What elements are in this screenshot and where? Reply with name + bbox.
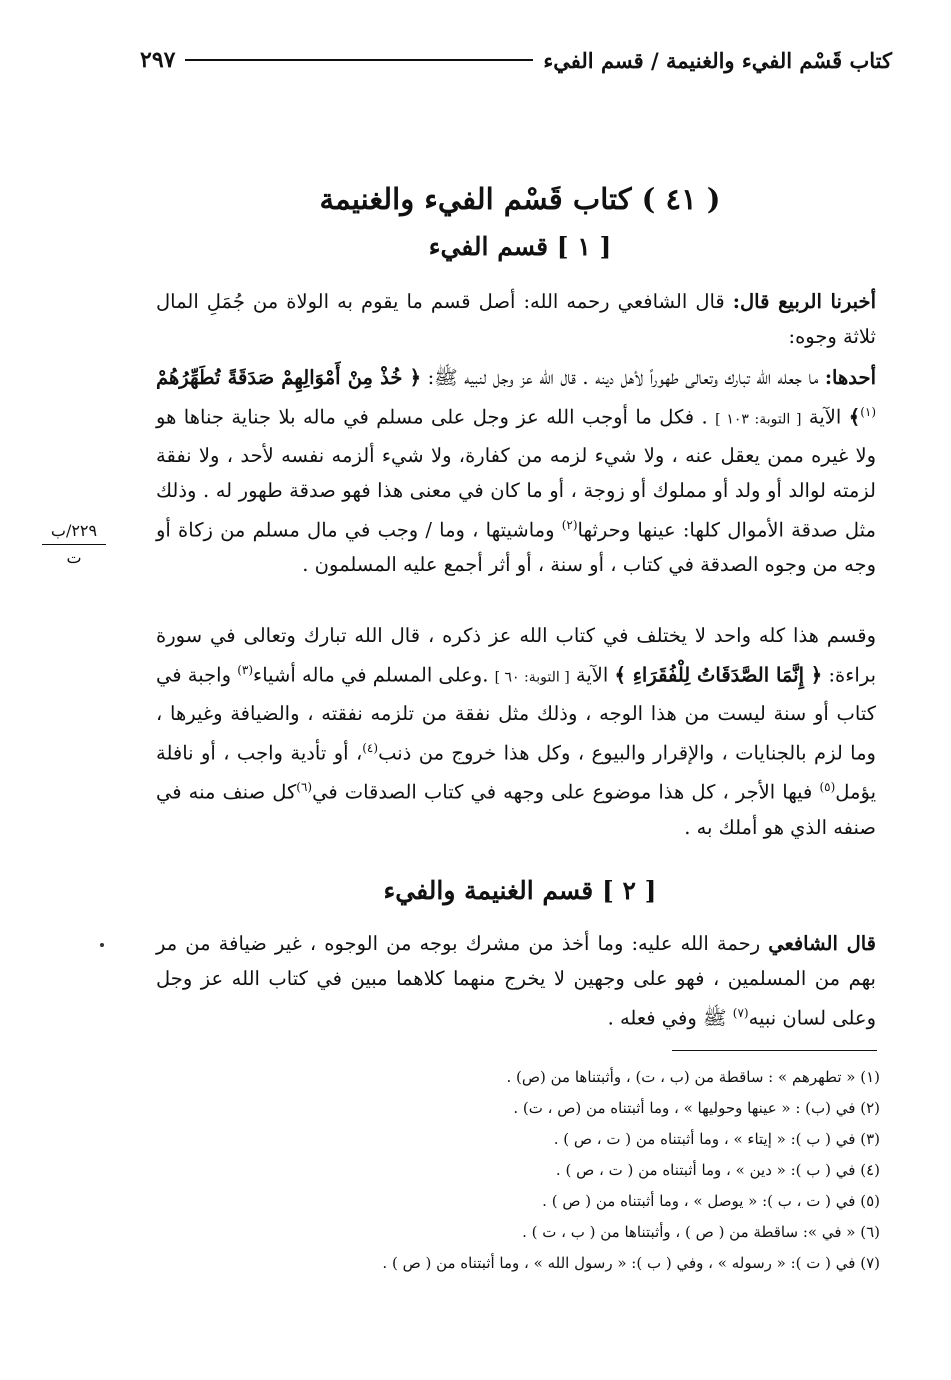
paragraph-text: قال الشافعي رحمه الله: أصل قسم ما يقوم به الولاة من جُمَلِ المال ثلاثة وجوه: (156, 290, 876, 348)
book-title: ( ٤١ ) كتاب قَسْم الفيء والغنيمة (319, 182, 721, 216)
footnote: (٥) في ( ت ، ب ): « يوصل » ، وما أثبتناه من ( ص ) . (542, 1192, 880, 1210)
footnote: (٧) في ( ت ): « رسوله » ، وفي ( ب ): « رسول الله » ، وما أثبتناه من ( ص ) . (382, 1254, 880, 1272)
paragraph-lead: قال الشافعي (768, 932, 876, 955)
quran-quote-end: ﴾ (848, 405, 861, 429)
page-number: ٢٩٧ (140, 47, 176, 73)
running-title: كتاب قَسْم الفيء والغنيمة / قسم الفيء (543, 47, 892, 73)
verse-reference: [ التوبة: ٦٠ ] (494, 669, 570, 686)
quran-quote: ﴿ إِنَّمَا الصَّدَقَاتُ لِلْفُقَرَاءِ ﴾ (614, 663, 823, 687)
paragraph-text: . فكل ما أوجب الله عز وجل على مسلم في ماله بلا جناية جناها هو ولا غيره ممن يعقل عنه ، ولا شيء لزمه من كفارة، ولا شيء ألزمه نفسه لأحد ، ولا نفقة لزمته لوالد أو ولد أو مملوك أو زوجة ، أو ما كان في معنى هذا فهو صدقة طهور له . وذلك مثل صدقة الأموال كلها: عينها وحرثها (156, 405, 876, 541)
footnote-marker: (٣) (237, 663, 254, 677)
paragraph-text: رحمة الله عليه: وما أخذ من مشرك بوجه من الوجوه ، غير ضيافة من مر بهم من المسلمين ، فهو على وجهين لا يخرج منهما كلاهما مبين في كتاب الله عز وجل وعلى لسان نبيه (156, 932, 876, 1030)
paragraph-text: فيها الأجر ، كل هذا موضوع على وجهه في كتاب الصدقات في (312, 780, 820, 804)
margin-note-folio: ٢٢٩/ب (50, 521, 98, 540)
quran-quote: ﴿ خُذْ مِنْ أَمْوَالِهِمْ صَدَقَةً تُطَهِّرُهُمْ (156, 366, 422, 389)
footnote: (١) « تطهرهم » : ساقطة من (ب ، ت) ، وأثبتناها من (ص) . (506, 1068, 880, 1086)
footnote: (٣) في ( ب ): « إيتاء » ، وما أثبتناه من ( ت ، ص ) . (553, 1130, 880, 1148)
section-heading-1: [ ١ ] قسم الفيء (428, 232, 612, 261)
paragraph-text: ﷺ وفي فعله . (607, 1006, 733, 1030)
paragraph-text: وقسم هذا كله واحد لا يختلف في كتاب الله عز ذكره ، قال الله تبارك وتعالى في سورة براءة: (156, 624, 876, 687)
manuscript-margin-note (38, 520, 110, 569)
footnote-separator (672, 1050, 877, 1051)
paragraph-text: ما جعله الله تبارك وتعالى طهوراً لأهل دينه . قال الله عز وجل لنبيه ﷺ: (421, 366, 825, 389)
paragraph-text: .وعلى المسلم في ماله أشياء (253, 663, 495, 687)
paragraph-text: وماشيتها ، وما / وجب في مال مسلم من زكاة أو وجه من وجوه الصدقة في كتاب ، أو سنة ، أو أثر أجمع عليه المسلمون . (156, 518, 876, 576)
footnote-marker: (٦) (296, 780, 313, 794)
paragraph-text: الآية (801, 405, 849, 429)
footnote-marker: (٥) (819, 780, 836, 794)
paragraph-first-aspect (156, 360, 876, 582)
footnote: (٤) في ( ب ): « دين » ، وما أثبتناه من ( ت ، ص ) . (555, 1161, 880, 1179)
paragraph-text: ، أو تأدية واجب ، أو نافلة يؤمل (156, 741, 876, 804)
paragraph-lead: أخبرنا الربيع قال: (732, 290, 876, 313)
paragraph-intro (156, 284, 876, 354)
verse-reference: [ التوبة: ١٠٣ ] (715, 411, 802, 428)
paragraph-text: الآية (569, 663, 615, 687)
footnote-marker: (٧) (732, 1006, 749, 1020)
footnote-marker: (٢) (561, 517, 578, 532)
paragraph-text: كل صنف منه في صنفه الذي هو أملك به . (156, 780, 876, 839)
paragraph-lead: أحدها: (824, 366, 876, 389)
page-header (140, 40, 892, 80)
section-heading-2: [ ٢ ] قسم الغنيمة والفيء (383, 876, 657, 905)
paragraph-spoils (156, 926, 876, 1036)
footnote-marker: (٤) (362, 740, 379, 755)
paragraph-division (156, 618, 876, 845)
margin-note-siglum: ت (66, 548, 82, 567)
footnote-marker: (١) (860, 405, 877, 419)
footnote: (٢) في (ب) : « عينها وحوليها » ، وما أثبتناه من (ص ، ت) . (513, 1099, 880, 1117)
footnote: (٦) « في »: ساقطة من ( ص ) ، وأثبتناها من ( ب ، ت ) . (522, 1223, 880, 1241)
margin-note-rule (42, 544, 106, 545)
footnotes (150, 1062, 880, 1279)
paragraph-text: واجبة في كتاب أو سنة ليست من هذا الوجه ، وذلك مثل نفقة من تلزمه نفقته ، والضيافة وغيرها ، وما لزم بالجنايات ، والإقرار والبيوع ، وكل هذا خروج من ذنب (156, 663, 876, 764)
header-rule (185, 59, 533, 61)
stray-ink-dot (100, 943, 104, 947)
